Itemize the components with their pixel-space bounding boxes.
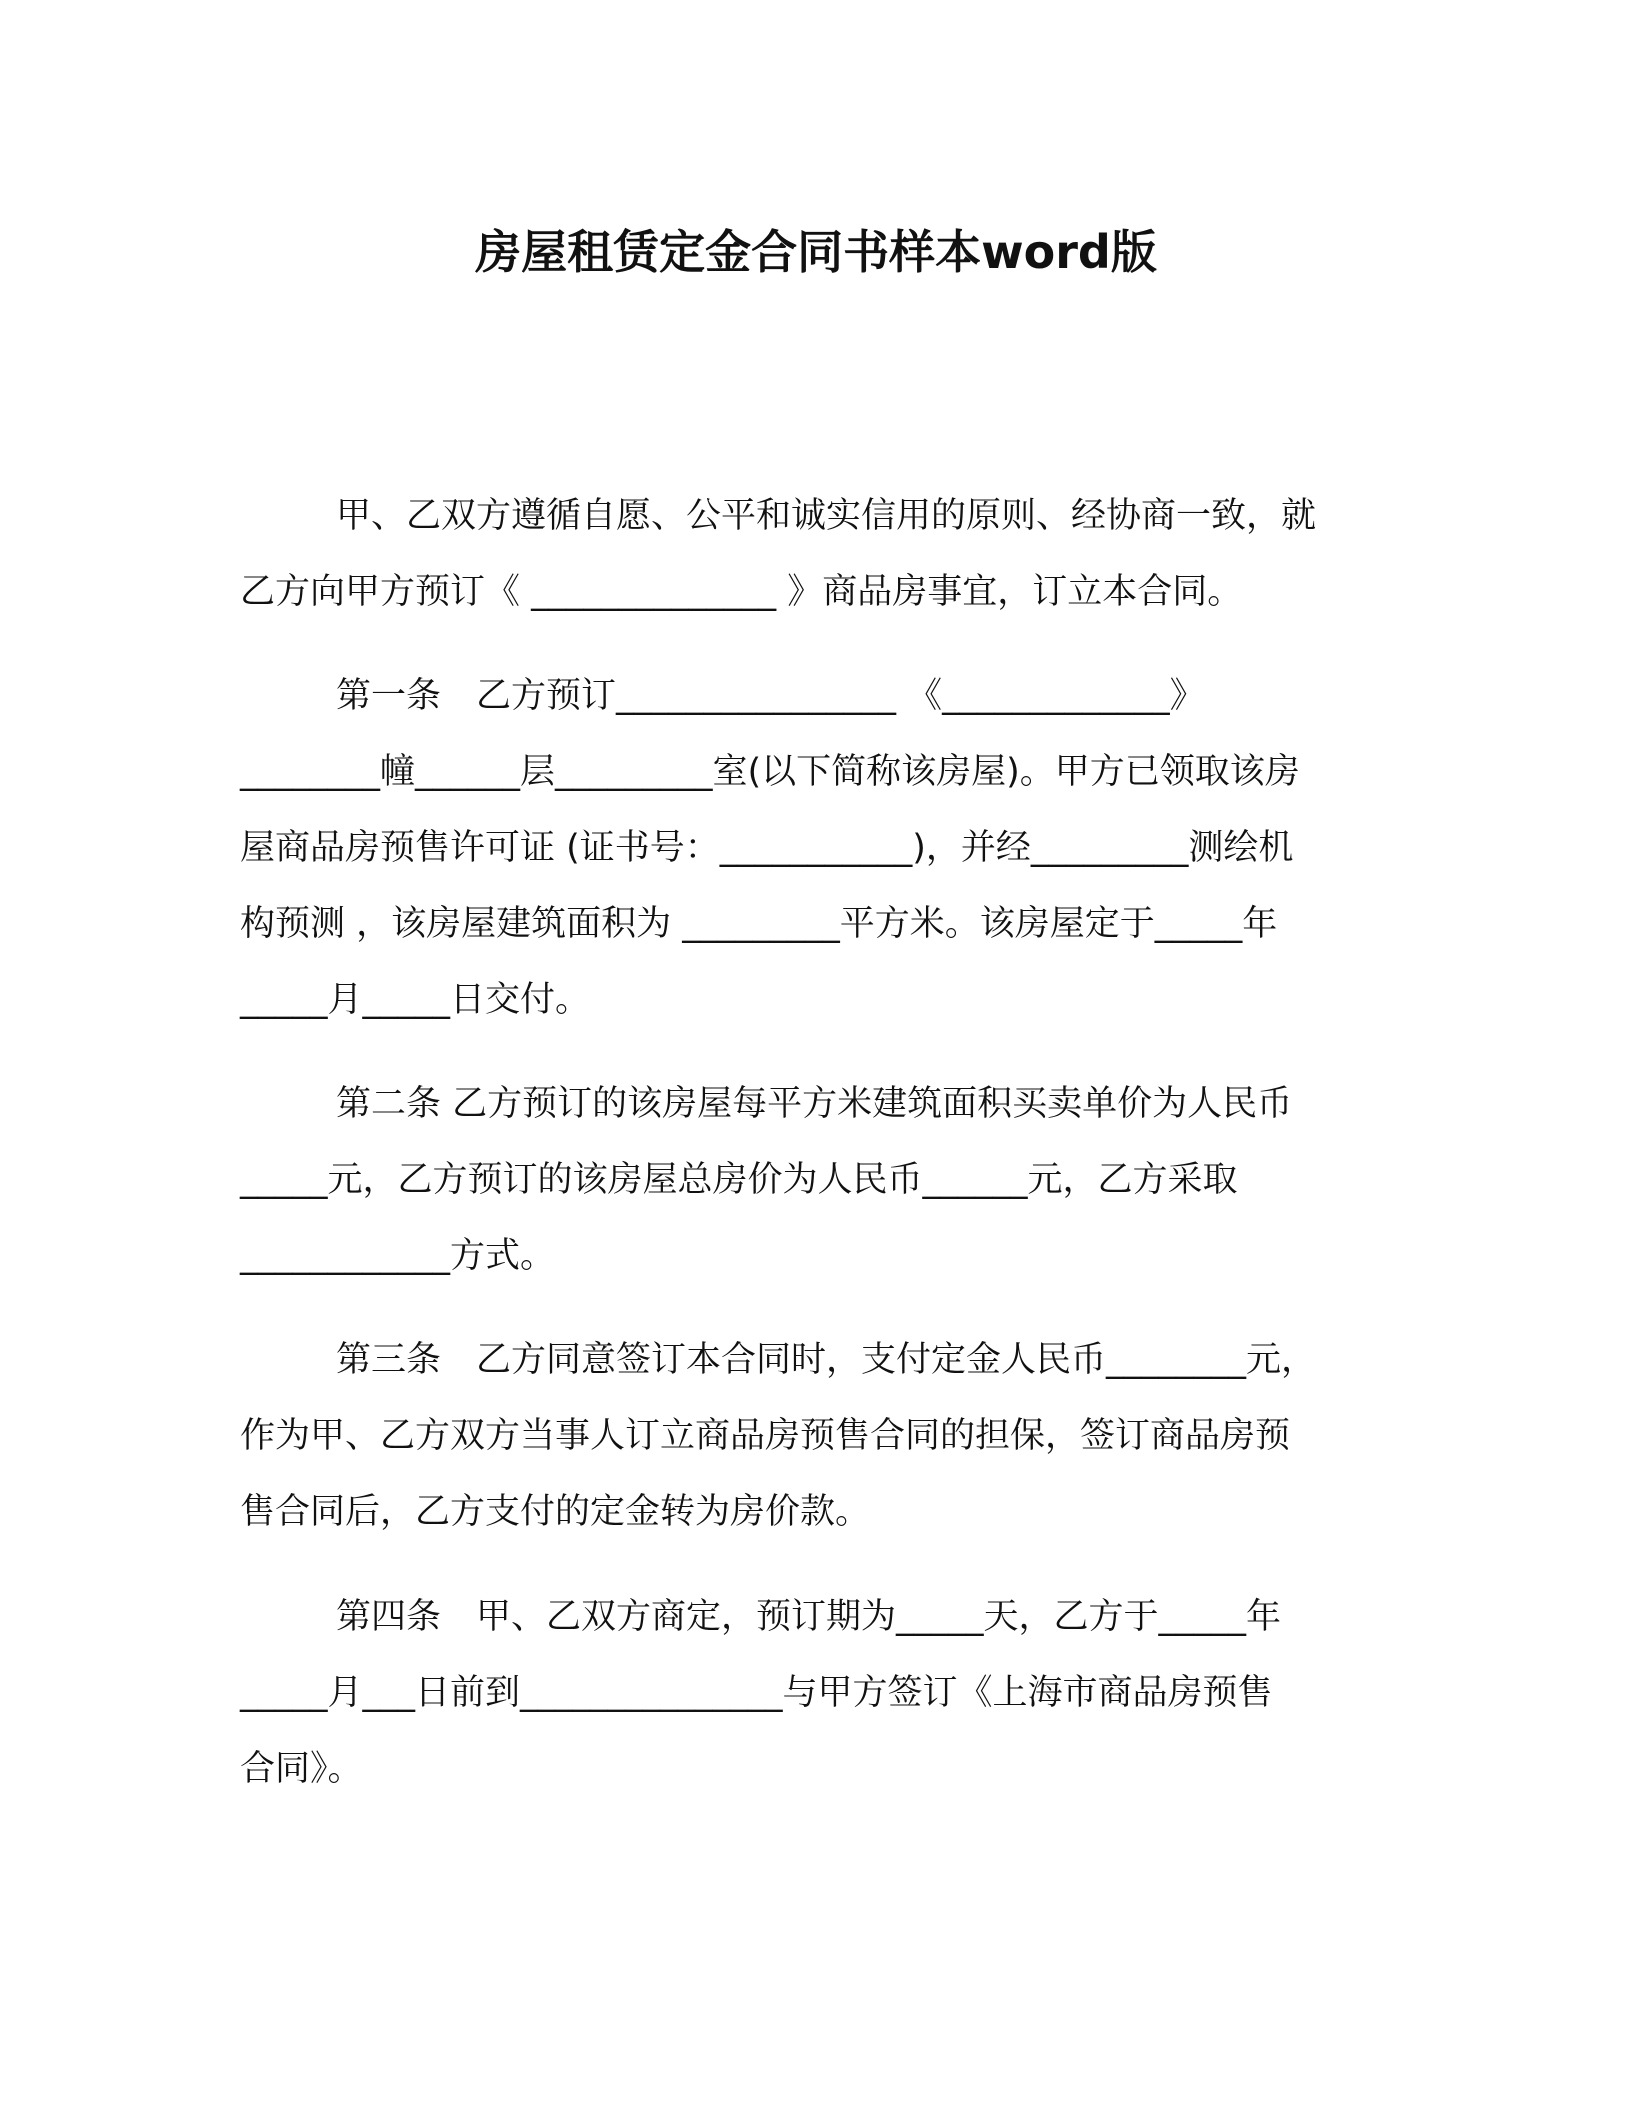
text-line: 第三条 乙方同意签订本合同时，支付定金人民币________元， bbox=[336, 1340, 1317, 1380]
text-line: 第四条 甲、乙双方商定，预订期为_____天，乙方于_____年 bbox=[336, 1597, 1282, 1637]
text-line: _____月_____日交付。 bbox=[240, 980, 591, 1020]
text-line: 乙方向甲方预订《 ______________ 》商品房事宜，订立本合同。 bbox=[240, 572, 1243, 612]
text-line: ________幢______层_________室(以下简称该房屋)。甲方已领取该房 bbox=[240, 752, 1300, 792]
document-title: 房屋租赁定金合同书样本word版 bbox=[475, 225, 1157, 279]
text-line: _____月___日前到_______________与甲方签订《上海市商品房预售 bbox=[240, 1673, 1273, 1713]
text-line: _____元，乙方预订的该房屋总房价为人民币______元，乙方采取 bbox=[240, 1160, 1238, 1200]
text-line: 第一条 乙方预订________________ 《_____________》 bbox=[336, 676, 1205, 716]
text-line: 作为甲、乙方双方当事人订立商品房预售合同的担保，签订商品房预 bbox=[240, 1416, 1291, 1456]
text-line: 合同》。 bbox=[240, 1749, 363, 1789]
text-line: 构预测 ，该房屋建筑面积为 _________平方米。该房屋定于_____年 bbox=[240, 904, 1278, 944]
text-line: 售合同后，乙方支付的定金转为房价款。 bbox=[240, 1492, 871, 1532]
text-line: 屋商品房预售许可证 (证书号：___________)，并经_________测绘机 bbox=[240, 828, 1294, 868]
text-line: 第二条 乙方预订的该房屋每平方米建筑面积买卖单价为人民币 bbox=[336, 1084, 1293, 1124]
text-line: 甲、乙双方遵循自愿、公平和诚实信用的原则、经协商一致，就 bbox=[336, 496, 1317, 536]
text-line: ____________方式。 bbox=[240, 1236, 556, 1276]
